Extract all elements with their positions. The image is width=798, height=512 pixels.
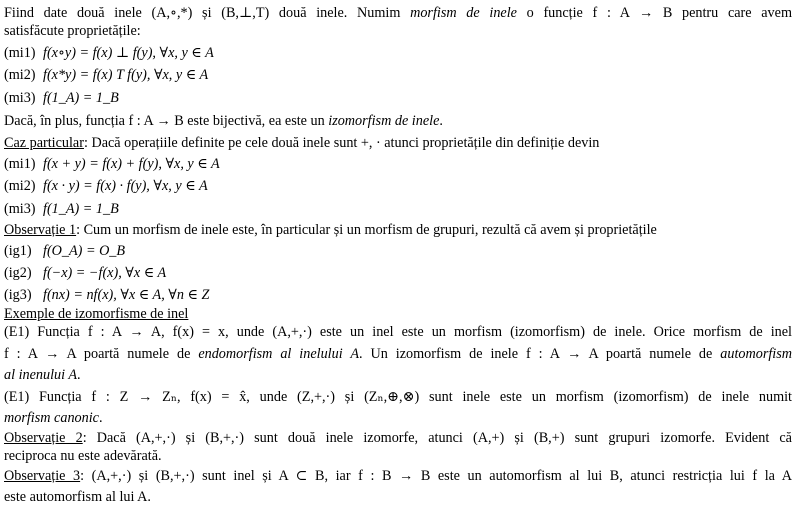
example-e2-line: (E1) Funcția f : Z → Zₙ, f(x) = x̂, unde (Z,+,·) și (Zₙ,⊕,⊗) sunt inele este un morfism (izomorfism) de inele numit (4, 389, 792, 405)
observation-3: Observație 3: (A,+,·) și (B,+,·) sunt inel și A ⊂ B, iar f : B → B este un automorfism al lui B, atunci restricția lui f la A (4, 468, 792, 484)
property-mi2-particular: (mi2) f(x · y) = f(x) · f(y), ∀x, y ∈ A (4, 178, 208, 194)
observation-3-continued: este automorfism al lui A. (4, 489, 151, 505)
example-e1-line: (E1) Funcția f : A → A, f(x) = x, unde (A,+,·) este un inel este un morfism (izomorfism) de inele. Orice morfism de inel (4, 324, 792, 340)
examples-heading: Exemple de izomorfisme de inel (4, 306, 189, 322)
observation-2-continued: reciproca nu este adevărată. (4, 448, 162, 464)
particular-case: Caz particular: Dacă operațiile definite pe cele două inele sunt +, · atunci proprietățile din definiție devin (4, 135, 600, 151)
definition-paragraph-line: Fiind date două inele (A,∘,*) și (B,⊥,T) două inele. Numim morfism de inele o funcție f : A → B pentru care avem (4, 5, 792, 21)
property-mi1: (mi1) f(x∘y) = f(x) ⊥ f(y), ∀x, y ∈ A (4, 45, 214, 61)
example-e1-line: f : A → A poartă numele de endomorfism al inelului A. Un izomorfism de inele f : A → A poartă numele de automorfism (4, 346, 792, 362)
observation-1: Observație 1: Cum un morfism de inele este, în particular și un morfism de grupuri, rezultă că avem și proprietățile (4, 222, 657, 238)
example-e1-line: al inenului A. (4, 367, 81, 383)
isomorphism-definition: Dacă, în plus, funcția f : A → B este bijectivă, ea este un izomorfism de inele. (4, 113, 443, 129)
property-ig2: (ig2) f(−x) = −f(x), ∀x ∈ A (4, 265, 167, 281)
property-mi1-particular: (mi1) f(x + y) = f(x) + f(y), ∀x, y ∈ A (4, 156, 220, 172)
property-mi3: (mi3) f(1_A) = 1_B (4, 90, 119, 106)
property-mi3-particular: (mi3) f(1_A) = 1_B (4, 201, 119, 217)
property-ig3: (ig3) f(nx) = nf(x), ∀x ∈ A, ∀n ∈ Z (4, 287, 210, 303)
observation-2: Observație 2: Dacă (A,+,·) și (B,+,·) sunt două inele izomorfe, atunci (A,+) și (B,+) sunt grupuri izomorfe. Evident că (4, 430, 792, 446)
definition-paragraph-line: satisfăcute proprietățile: (4, 23, 141, 39)
property-ig1: (ig1) f(O_A) = O_B (4, 243, 126, 259)
property-mi2: (mi2) f(x*y) = f(x) T f(y), ∀x, y ∈ A (4, 67, 209, 83)
example-e2-line: morfism canonic. (4, 410, 103, 426)
